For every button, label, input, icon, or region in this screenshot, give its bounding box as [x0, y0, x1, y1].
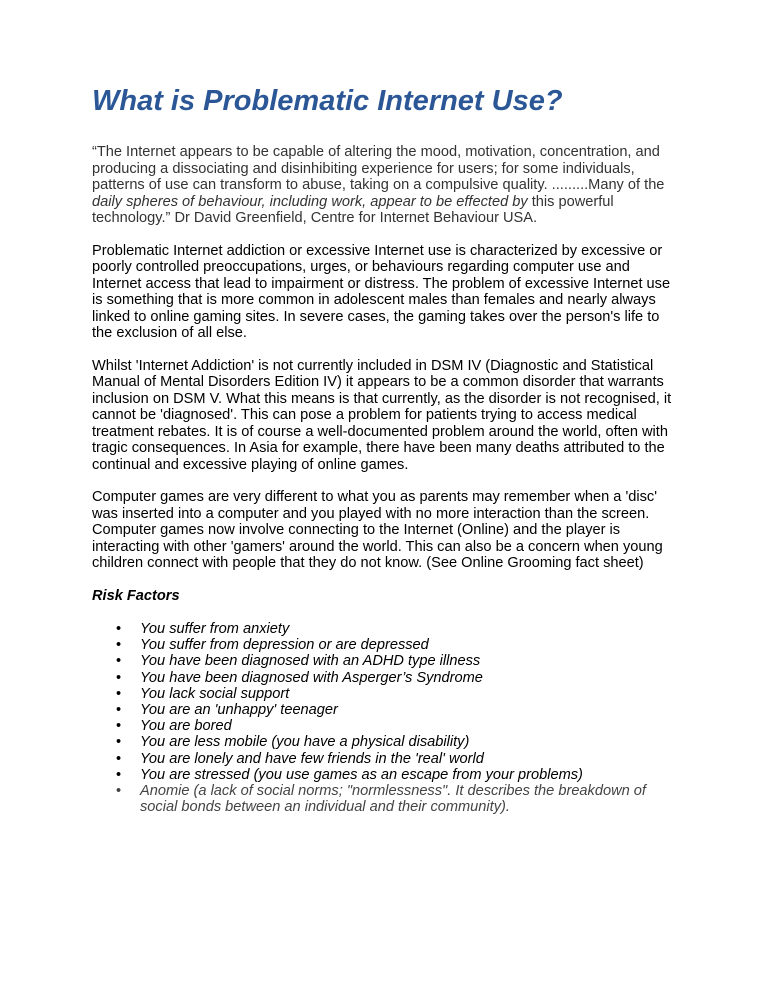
document-page: [92, 84, 677, 815]
risk-factors-heading: Risk Factors: [92, 587, 180, 604]
paragraph-definition: Problematic Internet addiction or excessive Internet use is characterized by excessive or poorly controlled preoccupations, urges, or behaviours regarding computer use and Internet access that lead to impairment or distress. The problem of excessive Internet use is something that is more common in adolescent males than females and nearly always linked to online gaming sites. In severe cases, the gaming takes over the person's life to the exclusion of all else.: [92, 242, 671, 341]
quote-text-end: this powerful technology.” Dr David Greenfield, Centre for Internet Behaviour USA.: [92, 193, 614, 226]
risk-item-text: You suffer from depression or are depressed: [140, 637, 429, 654]
bullet-icon: •: [116, 669, 122, 686]
list-item: [92, 734, 677, 750]
bullet-icon: •: [116, 718, 122, 735]
paragraph-dsm: Whilst 'Internet Addiction' is not currently included in DSM IV (Diagnostic and Statistical Manual of Mental Disorders Edition IV) it appears to be a common disorder that warrants inclusion on DSM V. What this means is that currently, as the disorder is not recognised, it cannot be 'diagnosed'. This can pose a problem for patients trying to access medical treatment rebates. It is of course a well-documented problem around the world, often with tragic consequences. In Asia for example, there have been many deaths attributed to the continual and excessive playing of online games.: [92, 357, 672, 473]
quote-italic-text: daily spheres of behaviour, including work, appear to be effected by: [92, 193, 528, 210]
risk-item-text: You are less mobile (you have a physical disability): [140, 734, 470, 751]
risk-item-text: You have been diagnosed with an ADHD type illness: [140, 653, 481, 670]
risk-factors-list: [92, 621, 677, 815]
list-item: [92, 637, 677, 653]
bullet-icon: •: [116, 750, 122, 767]
risk-item-text: You lack social support: [140, 685, 290, 702]
list-item: [92, 670, 677, 686]
risk-item-text: You are an 'unhappy' teenager: [140, 702, 338, 719]
list-item: [92, 653, 677, 669]
bullet-icon: •: [116, 702, 122, 719]
risk-item-text: You are lonely and have few friends in the 'real' world: [140, 750, 484, 767]
bullet-icon: •: [116, 783, 122, 800]
list-item: [92, 702, 677, 718]
risk-item-text: You have been diagnosed with Asperger’s Syndrome: [140, 669, 483, 686]
bullet-icon: •: [116, 685, 122, 702]
bullet-icon: •: [116, 653, 122, 670]
risk-item-text: Anomie (a lack of social norms; "normlessness". It describes the breakdown of social bonds between an individual and their community).: [140, 783, 646, 816]
bullet-icon: •: [116, 621, 122, 637]
quote-text-start: “The Internet appears to be capable of altering the mood, motivation, concentration, and producing a dissociating and disinhibiting experience for users; for some individuals, patterns of use can transform to abuse, taking on a compulsive quality. .........Many of the: [92, 144, 665, 193]
risk-item-text: You are stressed (you use games as an escape from your problems): [140, 766, 583, 783]
list-item: [92, 686, 677, 702]
risk-item-text: You suffer from anxiety: [140, 621, 290, 637]
list-item: [92, 783, 677, 815]
list-item: [92, 751, 677, 767]
paragraph-computer-games: Computer games are very different to what you as parents may remember when a 'disc' was inserted into a computer and you played with no more interaction than the screen. Computer games now involve connecting to the Internet (Online) and the player is interacting with other 'gamers' around the world. This can also be a concern when young children connect with people that they do not know. (See Online Grooming fact sheet): [92, 489, 663, 571]
list-item: [92, 767, 677, 783]
list-item: [92, 621, 677, 637]
quote-paragraph: [92, 144, 677, 227]
bullet-icon: •: [116, 766, 122, 783]
bullet-icon: •: [116, 734, 122, 751]
bullet-icon: •: [116, 637, 122, 654]
risk-item-text: You are bored: [140, 718, 232, 735]
page-title: What is Problematic Internet Use?: [92, 85, 563, 117]
list-item: [92, 718, 677, 734]
